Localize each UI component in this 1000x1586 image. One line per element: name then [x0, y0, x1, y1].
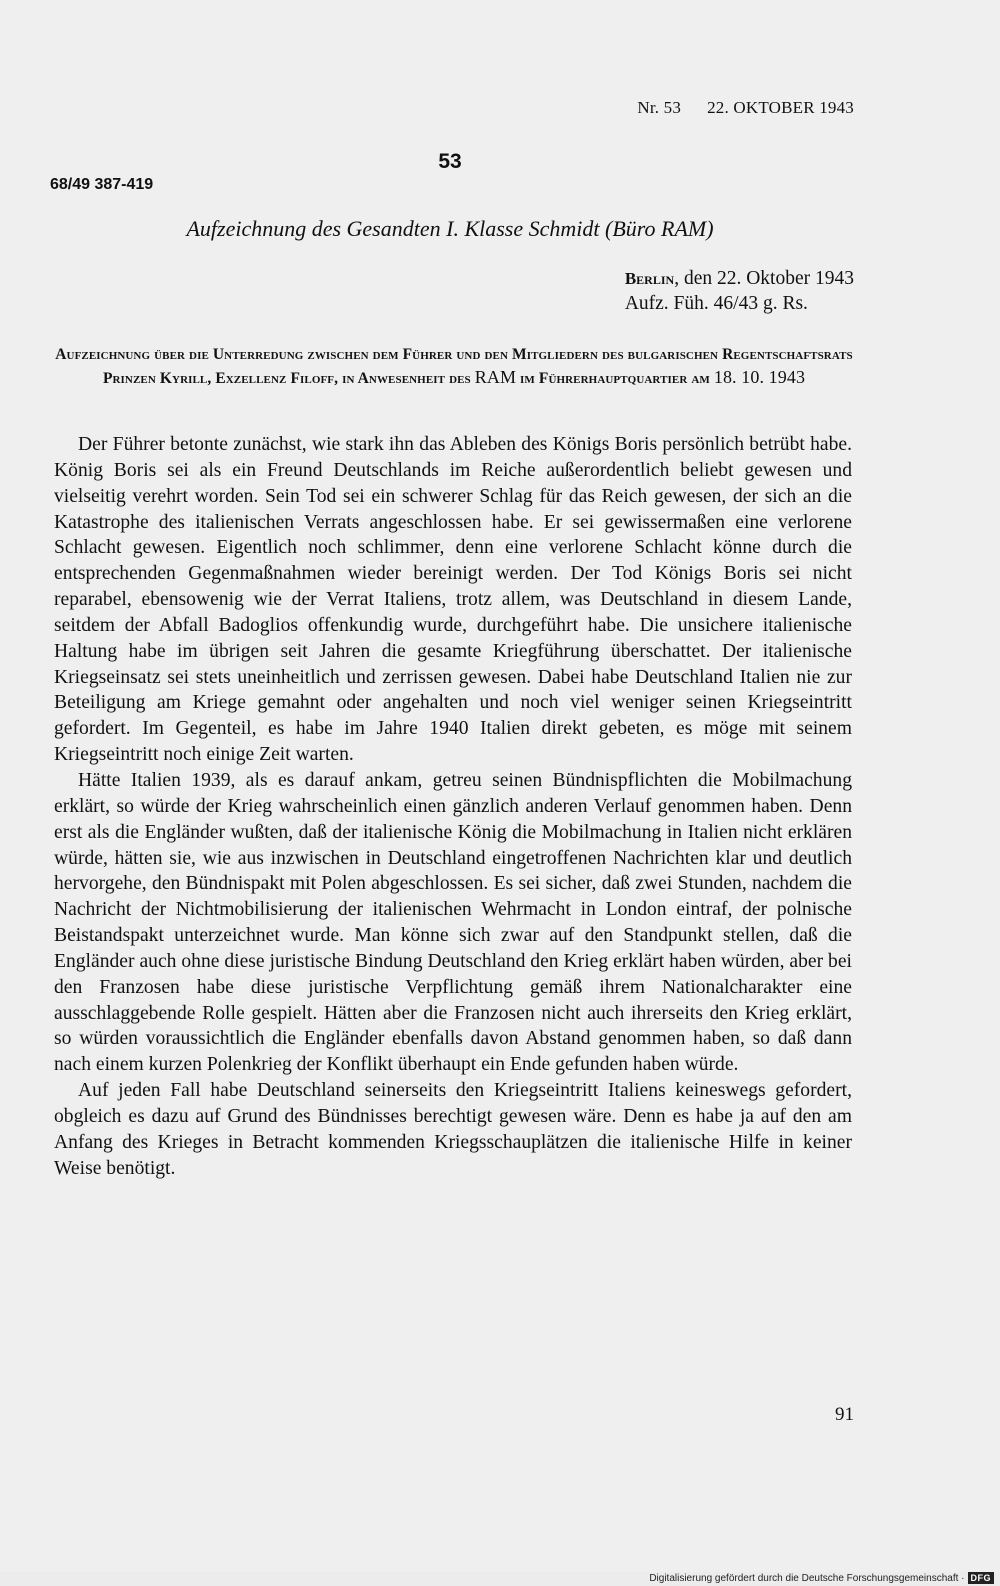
dateline-place: Berlin — [624, 269, 675, 288]
body-text — [54, 432, 852, 1181]
caption-part2: im Führerhauptquartier am — [516, 370, 714, 387]
footer-credit — [649, 1572, 994, 1584]
dateline-place-date — [625, 266, 854, 291]
paragraph-1: Der Führer betonte zunächst, wie stark ihn das Ableben des Königs Boris persönlich betrübt habe. König Boris sei als ein Freund Deutschlands im Reiche außerordentlich beliebt gewesen und vielseitig verehrt worden. Sein Tod sei ein schwerer Schlag für das Reich gewesen, der sich an die Katastrophe des italienischen Verrats angeschlossen habe. Er sei gewissermaßen eine verlorene Schlacht gewesen. Eigentlich noch schlimmer, denn eine verlorene Schlacht könne durch die entsprechenden Gegenmaßnahmen wieder bereinigt werden. Der Tod Königs Boris sei nicht reparabel, ebensowenig wie der Verrat Italiens, trotz allem, was Deutschland in diesem Lande, seitdem der Abfall Badoglios offenkundig wurde, durchgeführt habe. Die unsichere italienische Haltung habe im übrigen seit Jahren die gesamte Kriegführung überschattet. Der italienische Kriegseinsatz sei stets uneinheitlich und zerrissen gewesen. Dabei habe Deutschland Italien nie zur Beteiligung am Kriege gemahnt oder angehalten und noch viel weniger seinen Kriegseintritt gefordert. Im Gegenteil, es habe im Jahre 1940 Italien direkt gebeten, es möge mit seinem Kriegseintritt noch einige Zeit warten. — [54, 434, 852, 766]
paragraph-3: Auf jeden Fall habe Deutschland seinerseits den Kriegseintritt Italiens keineswegs gefordert, obgleich es dazu auf Grund des Bündnisses berechtigt gewesen wäre. Denn es habe ja auf den am Anfang des Krieges in Betracht kommenden Kriegsschauplätzen die italienische Hilfe in keiner Weise benötigt. — [54, 1080, 852, 1179]
caption-part1: Aufzeichnung über die Unterredung zwischen dem Führer und den Mitgliedern des bulgarischen Regentschaftsrats Prinzen Kyrill, Exzellenz Filoff, in Anwesenheit des — [55, 346, 853, 387]
paragraph-2: Hätte Italien 1939, als es darauf ankam, getreu seinen Bündnispflichten die Mobilmachung erklärt, so würde der Krieg wahrscheinlich einen gänzlich anderen Verlauf genommen haben. Denn erst als die Engländer wußten, daß der italienische König die Mobilmachung in Italien nicht erklären würde, hätten sie, wie aus inzwischen in Deutschland eingetroffenen Nachrichten klar und deutlich hervorgehe, den Bündnispakt mit Polen abgeschlossen. Es sei sicher, daß zwei Stunden, nachdem die Nachricht der Nichtmobilisierung der italienischen Wehrmacht in London eintraf, der polnische Beistandspakt unterzeichnet wurde. Man könne sich zwar auf den Standpunkt stellen, daß die Engländer auch ohne diese juristische Bindung Deutschland den Krieg erklärt haben würden, aber bei den Franzosen habe diese juristische Verpflichtung gemäß ihrem Nationalcharakter eine ausschlaggebende Rolle gespielt. Hätten aber die Franzosen nicht auch ihrerseits den Krieg erklärt, so würden voraussichtlich die Engländer ebenfalls davon Abstand genommen haben, so daß dann nach einem kurzen Polenkrieg der Konflikt überhaupt ein Ende gefunden haben würde. — [54, 769, 852, 1076]
dateline-date: , den 22. Oktober 1943 — [674, 268, 854, 289]
header-date: 22. OKTOBER 1943 — [707, 98, 854, 117]
document-title: Aufzeichnung des Gesandten I. Klasse Schmidt (Büro RAM) — [186, 216, 714, 241]
dateline-reference: Aufz. Füh. 46/43 g. Rs. — [624, 293, 808, 314]
caption-date: 18. 10. 1943 — [713, 367, 806, 387]
page-number: 91 — [835, 1404, 854, 1425]
running-header — [637, 98, 854, 118]
dateline — [625, 266, 854, 316]
file-reference: 68/49 387-419 — [50, 176, 154, 193]
header-doc-number: Nr. 53 — [637, 98, 682, 117]
dfg-logo: DFG — [968, 1572, 995, 1584]
document-number: 53 — [438, 150, 462, 173]
footer-credit-text: Digitalisierung gefördert durch die Deutsche Forschungsgemeinschaft · — [649, 1572, 965, 1584]
document-caption — [54, 343, 854, 390]
caption-ram: RAM — [474, 367, 517, 387]
